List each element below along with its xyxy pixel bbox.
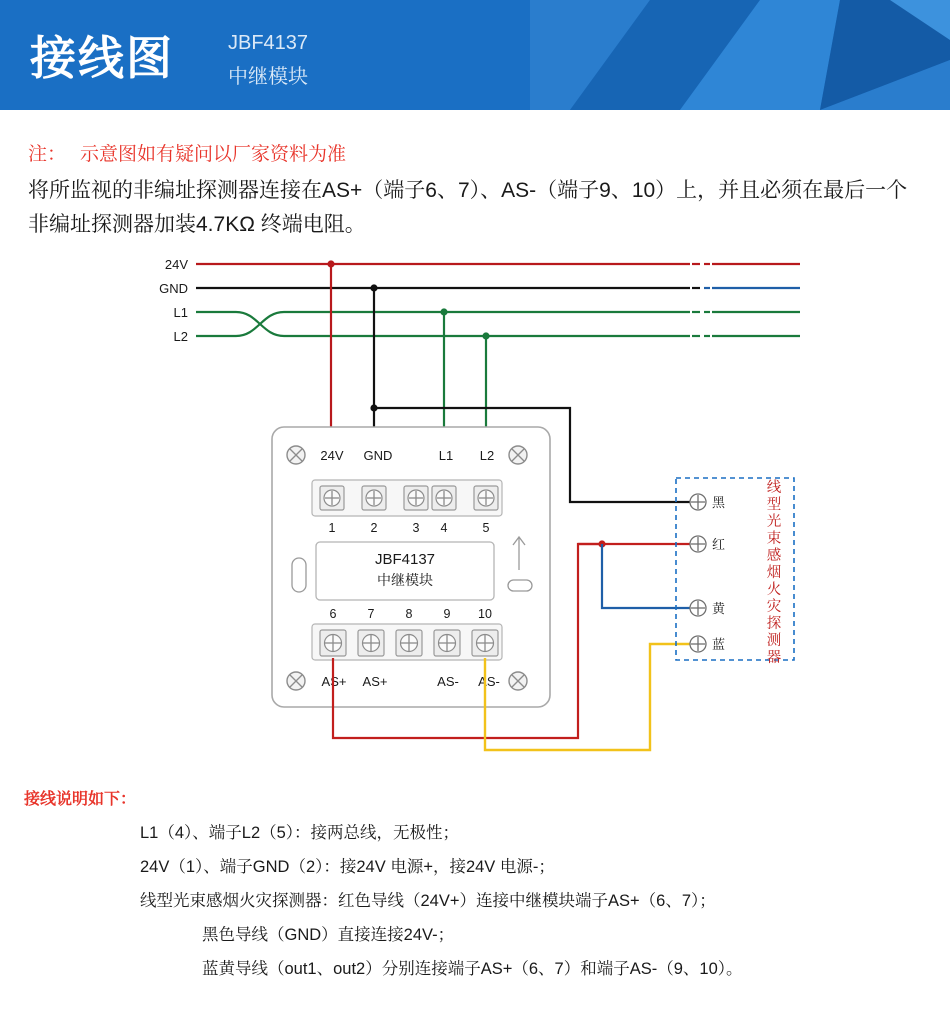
terminal-number-10: 10 <box>478 607 492 621</box>
junction-dot-gnd <box>370 284 377 291</box>
explanation-item: 黑色导线（GND）直接连接24V-； <box>202 926 455 944</box>
terminal-label-l2: L2 <box>479 448 495 463</box>
terminal-number-4: 4 <box>440 521 448 535</box>
module-model-text: JBF4137 <box>374 551 436 568</box>
svg-text:线: 线 <box>766 480 782 496</box>
terminal-number-3: 3 <box>412 521 420 535</box>
module-pill-slot <box>508 580 532 591</box>
terminal-label-as-minus-1: AS- <box>437 674 459 689</box>
explanation-item: 24V（1）、端子GND（2）：接24V 电源+，接24V 电源-； <box>140 858 555 876</box>
module-name-text: 中继模块 <box>377 572 433 588</box>
detector-terminals <box>690 494 706 652</box>
junction-dot-24v <box>327 260 334 267</box>
terminal-label-gnd: GND <box>363 448 393 463</box>
header-model: JBF4137 <box>228 32 309 54</box>
svg-text:感: 感 <box>766 548 782 564</box>
bus-break-marks <box>692 264 710 336</box>
header-decoration <box>530 0 950 110</box>
header-subtitle: 中继模块 <box>228 66 308 88</box>
explanation-item: 线型光束感烟火灾探测器：红色导线（24V+）连接中继模块端子AS+（6、7）； <box>140 892 716 910</box>
detector-wire-label-yellow: 黄 <box>712 601 726 616</box>
terminal-label-l1: L1 <box>438 448 454 463</box>
note <box>28 139 346 166</box>
terminal-label-24v: 24V <box>320 448 344 463</box>
svg-text:探: 探 <box>766 616 782 632</box>
explanation-item: 蓝黄导线（out1、out2）分别连接端子AS+（6、7）和端子AS-（9、10）。 <box>202 960 743 978</box>
note-text: 示意图如有疑问以厂家资料为准 <box>80 144 347 165</box>
explanation-item: L1（4）、端子L2（5）：接两总线，无极性； <box>140 824 460 842</box>
terminal-number-7: 7 <box>367 607 375 621</box>
terminal-label-as-minus-2: AS- <box>478 674 500 689</box>
module-body <box>272 427 550 707</box>
page-header <box>0 0 950 110</box>
terminal-number-5: 5 <box>482 521 490 535</box>
terminal-number-1: 1 <box>328 521 336 535</box>
bus-label-l2: L2 <box>173 329 188 344</box>
terminal-label-as-plus-1: AS+ <box>321 674 347 689</box>
svg-text:器: 器 <box>766 650 782 666</box>
terminal-number-6: 6 <box>329 607 337 621</box>
explanation-list <box>140 816 940 986</box>
detector-wire-label-red: 红 <box>712 537 726 552</box>
wiring-diagram-svg <box>0 240 950 785</box>
junction-dot-l1 <box>440 308 447 315</box>
page-title: 接线图 <box>30 32 174 84</box>
terminal-number-9: 9 <box>443 607 451 621</box>
terminal-label-as-plus-2: AS+ <box>362 674 388 689</box>
svg-text:型: 型 <box>766 497 782 513</box>
svg-text:烟: 烟 <box>766 565 782 581</box>
wiring-diagram <box>0 240 950 785</box>
bus-label-24v: 24V <box>164 257 188 272</box>
intro-paragraph: 将所监视的非编址探测器连接在AS+（端子6、7）、AS-（端子9、10）上，并且必须在最后一个非编址探测器加装4.7KΩ 终端电阻。 <box>28 179 908 236</box>
note-label: 注： <box>28 144 67 165</box>
svg-text:火: 火 <box>766 582 782 598</box>
svg-text:束: 束 <box>766 531 782 547</box>
svg-text:光: 光 <box>766 514 782 530</box>
svg-text:灾: 灾 <box>766 599 782 615</box>
detector-wire-label-black: 黑 <box>712 495 726 510</box>
bus-label-l1: L1 <box>173 305 188 320</box>
bus-label-gnd: GND <box>159 281 188 296</box>
detector-wire-label-blue: 蓝 <box>712 637 726 652</box>
terminal-number-2: 2 <box>370 521 378 535</box>
explanation-title: 接线说明如下： <box>24 791 137 808</box>
terminal-number-8: 8 <box>405 607 413 621</box>
svg-text:测: 测 <box>766 633 782 649</box>
junction-dot-l2 <box>482 332 489 339</box>
detector-name <box>767 479 782 666</box>
module-led-slot <box>292 558 306 592</box>
